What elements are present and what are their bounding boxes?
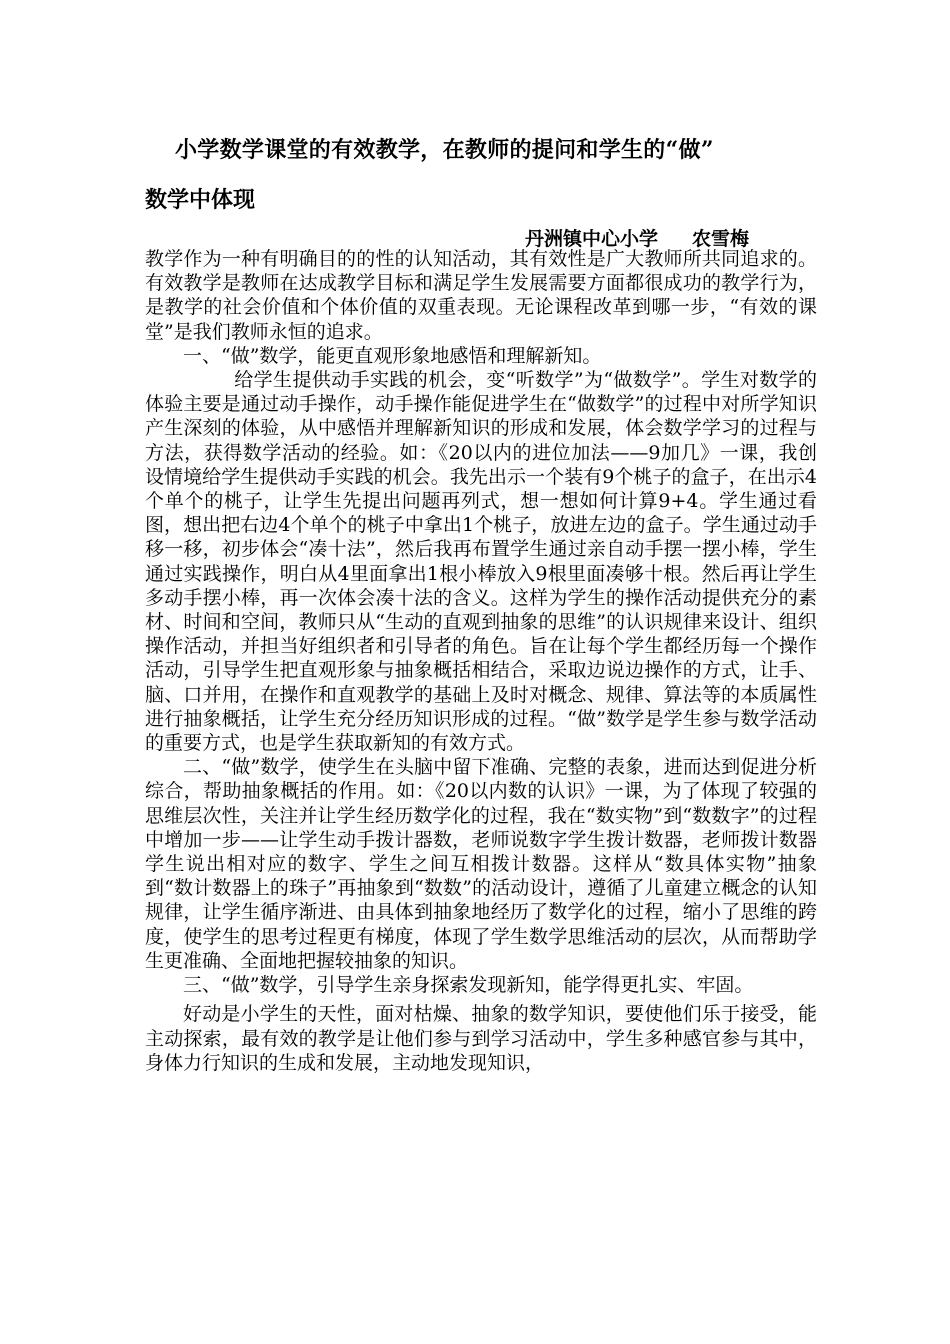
paragraph-section-2: 二、“做”数学，使学生在头脑中留下准确、完整的表象，进而达到促进分析综合，帮助抽象概括的作用。如：《20以内数的认识》一课，为了体现了较强的思维层次性，关注并让学生经历数学化的过程，我在“数实物”到“数数字”的过程中增加一步——让学生动手拨计器数，老师说数字学生拨计数器，老师拨计数器学生说出相对应的数字、学生之间互相拨计数器。这样从“数具体实物”抽象到“数计数器上的珠子”再抽象到“数数”的活动设计，遵循了儿童建立概念的认知规律，让学生循序渐进、由具体到抽象地经历了数学化的过程，缩小了思维的跨度，使学生的思考过程更有梯度，体现了学生数学思维活动的层次，从而帮助学生更准确、全面地把握较抽象的知识。: [145, 756, 817, 972]
section-heading-3: 三、“做”数学，引导学生亲身探索发现新知，能学得更扎实、牢固。: [183, 974, 754, 997]
document-body: [145, 247, 817, 1075]
document-title-line-2: 数学中体现: [145, 187, 256, 213]
author-school: 丹洲镇中心小学: [525, 228, 659, 250]
paragraph-intro: 教学作为一种有明确目的的性的认知活动，其有效性是广大教师所共同追求的。有效教学是教师在达成教学目标和满足学生发展需要方面都很成功的教学行为，是教学的社会价值和个体价值的双重表现。无论课程改革到哪一步，“有效的课堂”是我们教师永恒的追求。: [145, 248, 817, 343]
document-title-line-1: 小学数学课堂的有效教学，在教师的提问和学生的“做”: [175, 137, 714, 163]
paragraph-section-1: 给学生提供动手实践的机会，变“听数学”为“做数学”。学生对数学的体验主要是通过动手操作，动手操作能促进学生在“做数学”的过程中对所学知识产生深刻的体验，从中感悟并理解新知识的形成和发展，体会数学学习的过程与方法，获得数学活动的经验。如：《20以内的进位加法——9加几》一课，我创设情境给学生提供动手实践的机会。我先出示一个装有9个桃子的盒子，在出示4个单个的桃子，让学生先提出问题再列式，想一想如何计算9+4。学生通过看图，想出把右边4个单个的桃子中拿出1个桃子，放进左边的盒子。学生通过动手移一移，初步体会“凑十法”，然后我再布置学生通过亲自动手摆一摆小棒，学生通过实践操作，明白从4里面拿出1根小棒放入9根里面凑够十根。然后再让学生多动手摆小棒，再一次体会凑十法的含义。这样为学生的操作活动提供充分的素材、时间和空间，教师只从“生动的直观到抽象的思维”的认识规律来设计、组织操作活动，并担当好组织者和引导者的角色。旨在让每个学生都经历每一个操作活动，引导学生把直观形象与抽象概括相结合，采取边说边操作的方式，让手、脑、口并用，在操作和直观教学的基础上及时对概念、规律、算法等的本质属性进行抽象概括，让学生充分经历知识形成的过程。“做”数学是学生参与数学活动的重要方式，也是学生获取新知的有效方式。: [145, 369, 817, 755]
paragraph-section-3: 好动是小学生的天性，面对枯燥、抽象的数学知识，要使他们乐于接受，能主动探索，最有效的教学是让他们参与到学习活动中，学生多种感官参与其中，身体力行知识的生成和发展，主动地发现知识，: [145, 1003, 817, 1074]
author-name: 农雪梅: [692, 228, 750, 250]
section-heading-1: 一、“做”数学，能更直观形象地感悟和理解新知。: [183, 344, 602, 367]
